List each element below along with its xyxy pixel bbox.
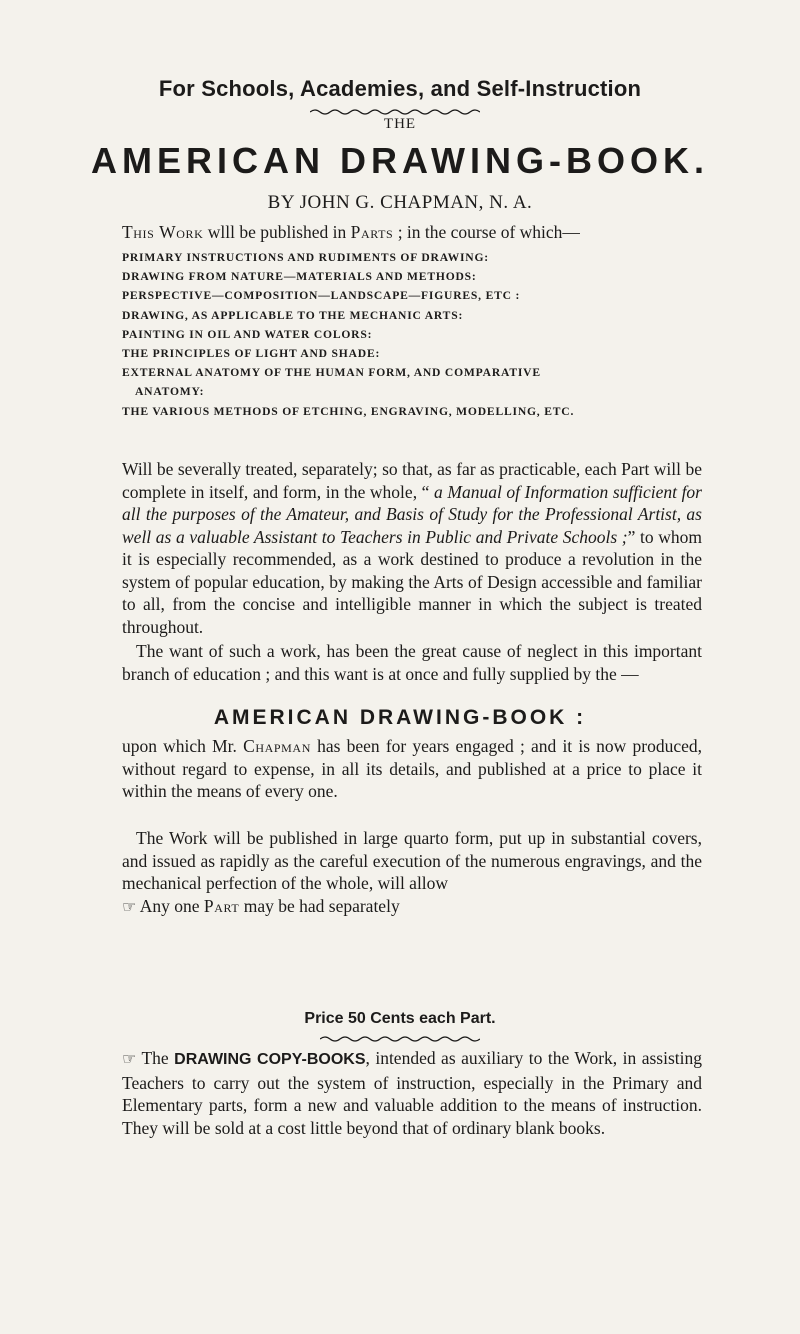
paragraph-5 [122,1047,702,1139]
contents-item: THE VARIOUS METHODS OF ETCHING, ENGRAVING, MODELLING, ETC. [122,404,575,418]
intro-lead: This Work [122,222,204,242]
intro-line [122,222,702,243]
contents-item: PRIMARY INSTRUCTIONS AND RUDIMENTS OF DRAWING: [122,251,489,264]
para1-italic: a Manual of Information sufficient for all the purposes of the Amateur, and Basis of Study for the Professional Artist, as well as a valuable Assistant to Teachers in Public and Private Schools ; [122,481,702,547]
top-heading: For Schools, Academies, and Self-Instruction [158,76,642,101]
intro-parts: Parts [350,222,394,242]
the-label: THE [383,116,417,132]
pointing-hand-icon: ☞ [122,1049,137,1068]
contents-list [122,248,712,421]
paragraph-1 [122,458,702,638]
pointing-hand-icon: ☞ [122,896,137,916]
para1-text-a: Will be severally treated, separately; so that, as far as practicable, each Part will be complete in itself, and form, in the whole, “ [122,459,702,502]
para5-caps: DRAWING COPY-BOOKS [174,1051,366,1068]
contents-item: ANATOMY: [135,385,205,399]
contents-item: THE PRINCIPLES OF LIGHT AND SHADE: [122,347,381,361]
para3-text-b: has been for years engaged ; and it is now produced, without regard to expense, in all its details, and published at a price to place it within the means of every one. [122,736,702,801]
intro-tail: ; in the course of which— [393,222,580,242]
contents-item: DRAWING FROM NATURE—MATERIALS AND METHODS: [122,270,477,284]
wavy-rule-top [310,108,480,116]
paragraph-2: The want of such a work, has been the great cause of neglect in this important branch of education ; and this want is at once and fully supplied by the — [122,641,702,684]
para4-text-c: may be had separately [239,895,400,916]
paragraph-3 [122,735,702,803]
second-title: AMERICAN DRAWING-BOOK : [213,706,587,729]
contents-item: PERSPECTIVE—COMPOSITION—LANDSCAPE—FIGURES, ETC : [122,289,521,303]
book-title: AMERICAN DRAWING-BOOK. [91,140,709,181]
para4-text-b: Any one [136,895,204,916]
intro-rest: wlll be published in [203,222,351,242]
para1-text-b: ” to whom it is especially recommended, as a work destined to produce a revolution in the system of popular education, by making the Arts of Design accessible and familiar to all, from the concise and intelligible manner in which the subject is treated throughout. [122,526,702,637]
para4-part: Part [203,895,240,916]
price-line: Price 50 Cents each Part. [304,1010,496,1027]
para4-text-a: The Work will be published in large quarto form, put up in substantial covers, and issued as rapidly as the careful execution of the numerous engravings, and the mechanical perfection of the whole, will allow [122,828,702,893]
author-line: BY JOHN G. CHAPMAN, N. A. [267,192,533,213]
contents-item: EXTERNAL ANATOMY OF THE HUMAN FORM, AND COMPARATIVE [122,366,541,380]
contents-item: DRAWING, AS APPLICABLE TO THE MECHANIC ARTS: [122,308,464,322]
para5-text-b: , intended as auxiliary to the Work, in assisting Teachers to carry out the system of instruction, especially in the Primary and Elementary parts, form a new and valuable addition to the means of instruction. They will be sold at a cost little beyond that of ordinary blank books. [122,1048,702,1138]
para3-name: Chapman [243,736,311,756]
paragraph-4 [122,827,702,918]
wavy-rule-bottom [320,1035,480,1043]
contents-item: PAINTING IN OIL AND WATER COLORS: [122,327,373,341]
para5-text-a: The [136,1048,175,1068]
para3-text-a: upon which Mr. [122,736,244,756]
